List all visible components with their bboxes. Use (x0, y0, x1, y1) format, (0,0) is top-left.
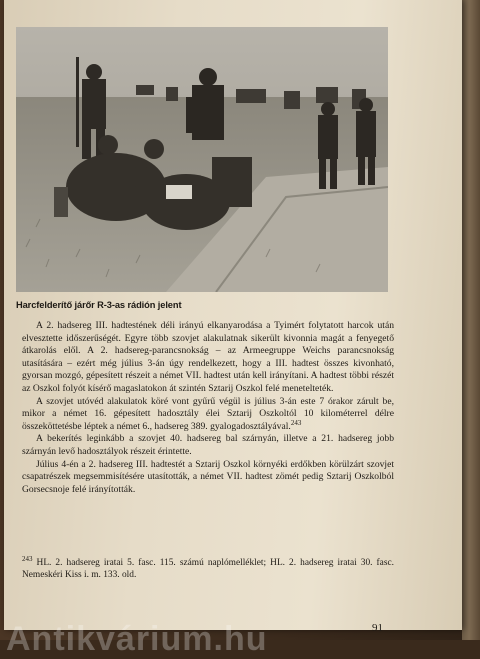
paragraph-1: A 2. hadsereg III. hadtestének déli irányú elkanyarodása a Tyimért folytatott harcok után elvesztette időszerűségét. Egyre több szovjet alakulatnak sikerült kivonnia magát a fenyegető átkarolás elől. A 2. hadsereg-parancsnokság – az Armeegruppe Weichs parancsnokság utasítására – ezért még július 3-án úgy rendelkezett, hogy a III. hadtest összes kivonható, gyorsan mozgó, gépesített részeit a német VII. hadtest után kell irányítani. A hadtest többi részét az Oszkol folyót kísérő magaslatokon át szintén Sztarij Oszkol felé menetelteték. (22, 320, 394, 394)
page-number: 91 (372, 622, 383, 634)
photograph (16, 27, 388, 292)
footnote-number: 243 (22, 554, 33, 563)
paragraph-2-text: A szovjet utóvéd alakulatok köré vont gyűrű végül is július 3-án este 7 órakor zárult be, mikor a német 16. gépesített hadosztály élei Sztarij Oszkoltól 10 kilométerrel délre összeköttetésbe léptek a német 6., hadsereg 389. gyalogadosztályával. (22, 395, 394, 432)
watermark: Antikvárium.hu (6, 620, 268, 658)
book-spine-edge (462, 0, 480, 640)
paragraph-3: A bekerítés leginkább a szovjet 40. hadsereg bal szárnyán, illetve a 21. hadsereg jobb szárnyán levő hadosztályok részeit érintette. (22, 433, 394, 457)
footnote (22, 554, 394, 581)
soldiers-photo-illustration (16, 27, 388, 292)
body-text (22, 320, 394, 496)
footnote-reference: 243 (290, 418, 302, 427)
paragraph-4: Július 4-én a 2. hadsereg III. hadtestét a Sztarij Oszkol környéki erdőkben körülzárt szovjet csapatrészek megsemmisítésére utasították, a német VII. hadtest zömét pedig Sztarij Oszkolból Gorsecsnoje felé irányították. (22, 458, 394, 495)
photo-caption: Harcfelderítő járőr R-3-as rádión jelent (16, 300, 182, 310)
footnote-text: HL. 2. hadsereg iratai 5. fasc. 115. számú naplómelléklet; HL. 2. hadsereg iratai 30. fasc. Nemeskéri Kiss i. m. 133. old. (22, 558, 394, 580)
paragraph-2 (22, 396, 394, 434)
book-page (4, 0, 462, 634)
